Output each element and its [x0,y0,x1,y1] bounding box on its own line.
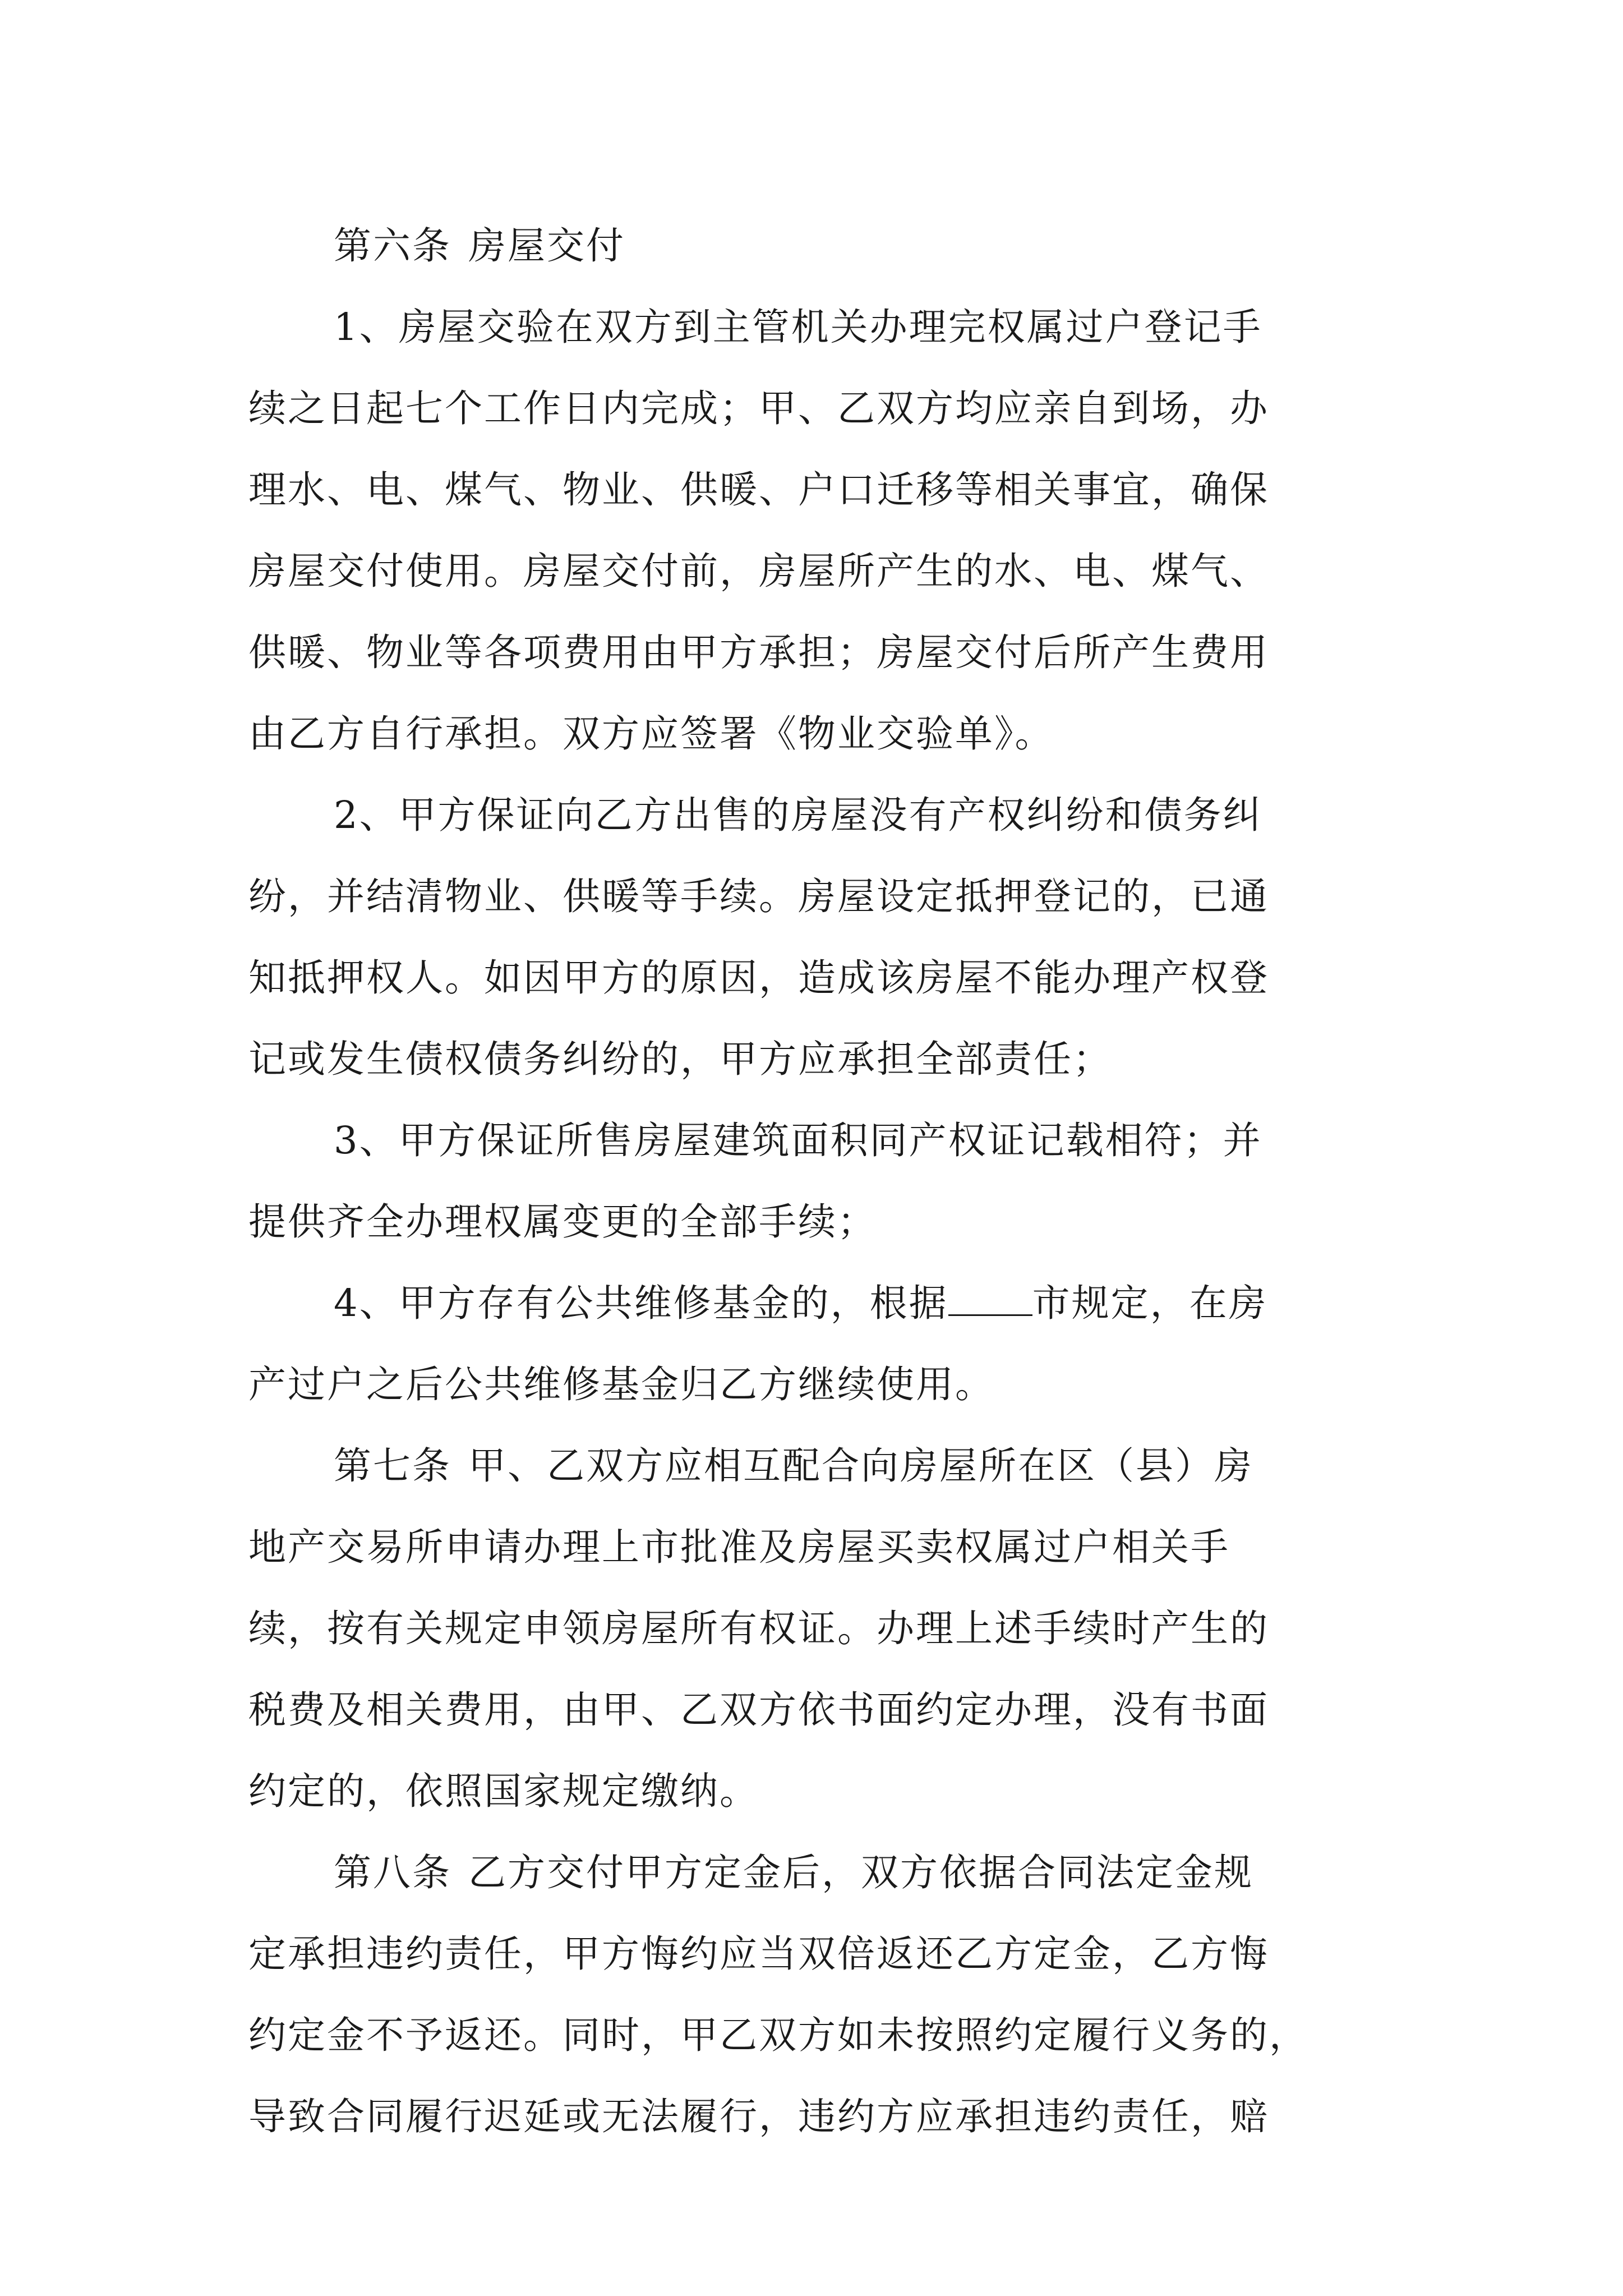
article-6-item-1-line: 续之日起七个工作日内完成；甲、乙双方均应亲自到场，办 [248,386,1269,430]
article-7-first-line [248,1425,1376,1507]
article-6-item-2-line: 纷，并结清物业、供暖等手续。房屋设定抵押登记的，已通 [248,875,1269,918]
fill-in-blank-city [948,1285,1032,1316]
article-7-line: 税费及相关费用，由甲、乙双方依书面约定办理，没有书面 [248,1688,1269,1732]
article-6-item-1-line: 1、房屋交验在双方到主管机关办理完权属过户登记手 [334,305,1262,349]
item-4-text-before-blank: 4、甲方存有公共维修基金的，根据 [334,1281,948,1325]
article-6-heading [248,205,1376,287]
article-7-text: 甲、乙双方应相互配合向房屋所在区（县）房 [468,1444,1253,1488]
article-6-item-4-line [248,1263,1376,1344]
article-8-line: 定承担违约责任，甲方悔约应当双倍返还乙方定金，乙方悔 [248,1932,1269,1976]
article-8-number: 第八条 [334,1851,451,1894]
article-6-number: 第六条 [334,224,451,268]
article-6-item-3-line: 3、甲方保证所售房屋建筑面积同产权证记载相符；并 [334,1119,1262,1162]
article-6-item-2-line: 2、甲方保证向乙方出售的房屋没有产权纠纷和债务纠 [334,793,1262,837]
article-7-number: 第七条 [334,1444,451,1488]
article-6-item-2-line: 记或发生债权债务纠纷的，甲方应承担全部责任； [248,1037,1112,1081]
article-6-item-1-line: 房屋交付使用。房屋交付前，房屋所产生的水、电、煤气、 [248,549,1269,593]
article-6-item-1-line: 由乙方自行承担。双方应签署《物业交验单》。 [248,712,1054,756]
article-8-first-line [248,1832,1376,1913]
article-7-line: 续，按有关规定申领房屋所有权证。办理上述手续时产生的 [248,1607,1269,1650]
article-6-item-2-line: 知抵押权人。如因甲方的原因，造成该房屋不能办理产权登 [248,956,1269,1000]
article-6-item-1-line: 供暖、物业等各项费用由甲方承担；房屋交付后所产生费用 [248,631,1269,674]
article-6-item-3-line: 提供齐全办理权属变更的全部手续； [248,1200,877,1244]
article-6-title: 房屋交付 [468,224,625,268]
article-6-item-1-line: 理水、电、煤气、物业、供暖、户口迁移等相关事宜，确保 [248,468,1269,512]
article-8-line: 约定金不予返还。同时，甲乙双方如未按照约定履行义务的， [248,2013,1308,2057]
article-7-line: 约定的，依照国家规定缴纳。 [248,1769,759,1813]
item-4-text-after-blank: 市规定，在房 [1032,1281,1268,1325]
article-6-item-4-line: 产过户之后公共维修基金归乙方继续使用。 [248,1363,994,1406]
article-7-line: 地产交易所申请办理上市批准及房屋买卖权属过户相关手 [248,1525,1230,1569]
article-8-text: 乙方交付甲方定金后，双方依据合同法定金规 [468,1851,1253,1894]
article-8-line: 导致合同履行迟延或无法履行，违约方应承担违约责任，赔 [248,2095,1269,2138]
contract-body [248,205,1376,2157]
